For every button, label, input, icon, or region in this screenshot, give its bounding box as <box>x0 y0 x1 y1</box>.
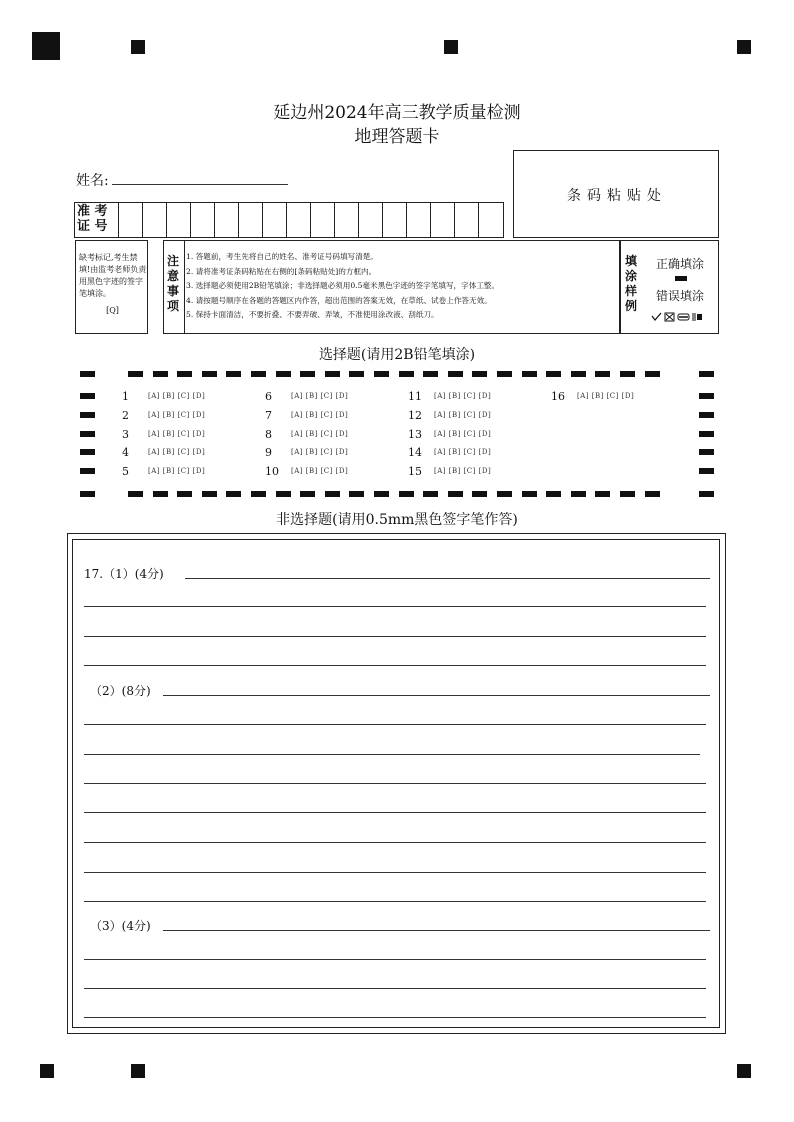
choice-question-number: 2 <box>122 409 129 422</box>
timing-dash <box>276 491 291 497</box>
row-timing-bar <box>80 431 95 437</box>
choice-options[interactable]: [A] [B] [C] [D] <box>148 392 206 400</box>
fill-example-label: 填涂样例 <box>624 254 637 313</box>
choice-question-number: 5 <box>122 465 129 478</box>
choice-question-number: 6 <box>265 390 272 403</box>
choice-options[interactable]: [A] [B] [C] [D] <box>291 467 349 475</box>
answer-line[interactable] <box>84 842 706 843</box>
timing-bar <box>699 491 714 497</box>
page-title: 延边州2024年高三教学质量检测 <box>273 103 521 123</box>
row-timing-bar <box>80 412 95 418</box>
absence-mark-bubble[interactable]: [Q] <box>106 306 119 315</box>
timing-dash <box>300 491 315 497</box>
timing-dash <box>349 491 364 497</box>
choice-question-number: 8 <box>265 428 272 441</box>
non-choice-section-title: 非选择题(请用0.5mm黑色签字笔作答) <box>276 512 518 528</box>
timing-dash <box>226 371 241 377</box>
timing-dash <box>423 371 438 377</box>
timing-dash <box>595 371 610 377</box>
timing-dash <box>399 371 414 377</box>
choice-question-number: 3 <box>122 428 129 441</box>
timing-dash <box>128 371 143 377</box>
timing-mark <box>737 1064 751 1078</box>
note-item: 4. 请按题号顺序在各题的答题区内作答，超出范围的答案无效，在草纸、试卷上作答无效。 <box>186 295 492 305</box>
timing-dash <box>645 491 660 497</box>
wrong-fill-label: 错误填涂 <box>656 289 705 303</box>
wrong-fill-samples <box>651 307 713 326</box>
exam-id-digit[interactable] <box>407 203 431 237</box>
answer-line[interactable] <box>84 812 706 813</box>
answer-line[interactable] <box>84 959 706 960</box>
exam-id-digit[interactable] <box>143 203 167 237</box>
answer-line[interactable] <box>84 754 700 755</box>
corner-mark-top-left <box>32 32 60 60</box>
name-field[interactable] <box>112 184 288 185</box>
timing-mark <box>737 40 751 54</box>
row-timing-bar <box>80 468 95 474</box>
answer-line[interactable] <box>84 636 706 637</box>
barcode-area <box>513 150 719 238</box>
timing-dash <box>202 371 217 377</box>
timing-dash <box>472 371 487 377</box>
answer-line[interactable] <box>84 901 706 902</box>
timing-dash <box>349 371 364 377</box>
choice-options[interactable]: [A] [B] [C] [D] <box>434 430 492 438</box>
timing-dash <box>300 371 315 377</box>
exam-id-digit[interactable] <box>311 203 335 237</box>
choice-question-number: 13 <box>408 428 422 441</box>
row-timing-bar <box>699 468 714 474</box>
row-timing-bar <box>80 393 95 399</box>
fill-example-box <box>620 240 719 334</box>
exam-id-digit[interactable] <box>119 203 143 237</box>
choice-options[interactable]: [A] [B] [C] [D] <box>148 430 206 438</box>
choice-question-number: 1 <box>122 390 129 403</box>
timing-dash <box>595 491 610 497</box>
answer-line[interactable] <box>163 930 710 931</box>
choice-options[interactable]: [A] [B] [C] [D] <box>434 411 492 419</box>
timing-dash <box>251 371 266 377</box>
row-timing-bar <box>699 431 714 437</box>
answer-line[interactable] <box>163 695 710 696</box>
notes-label: 注意事项 <box>166 254 179 313</box>
timing-dash <box>571 491 586 497</box>
exam-id-digit[interactable] <box>479 203 503 237</box>
exam-id-digit[interactable] <box>191 203 215 237</box>
absence-mark-box <box>75 240 148 334</box>
timing-dash <box>497 371 512 377</box>
timing-dash <box>546 491 561 497</box>
answer-line[interactable] <box>84 665 706 666</box>
exam-id-grid[interactable] <box>74 202 504 238</box>
answer-line[interactable] <box>84 606 706 607</box>
choice-question-number: 12 <box>408 409 422 422</box>
timing-mark <box>444 40 458 54</box>
timing-dash <box>153 371 168 377</box>
correct-fill-sample <box>675 276 687 281</box>
timing-dash <box>448 491 463 497</box>
answer-line[interactable] <box>84 988 706 989</box>
exam-id-digit[interactable] <box>359 203 383 237</box>
absence-mark-text: 缺考标记,考生禁填!由监考老师负责用黑色字迹的签字笔填涂。 <box>79 253 147 298</box>
note-item: 5. 保持卡面清洁，不要折叠、不要弄破、弄皱，不准使用涂改液、刮纸刀。 <box>186 310 439 319</box>
timing-mark <box>131 1064 145 1078</box>
choice-options[interactable]: [A] [B] [C] [D] <box>291 411 349 419</box>
timing-mark <box>40 1064 54 1078</box>
exam-id-digit[interactable] <box>167 203 191 237</box>
choice-question-number: 16 <box>551 390 565 403</box>
choice-options[interactable]: [A] [B] [C] [D] <box>434 448 492 456</box>
choice-options[interactable]: [A] [B] [C] [D] <box>434 467 492 475</box>
choice-section-title: 选择题(请用2B铅笔填涂) <box>318 347 476 363</box>
timing-dash <box>448 371 463 377</box>
choice-question-number: 9 <box>265 446 272 459</box>
timing-dash <box>325 491 340 497</box>
row-timing-bar <box>699 393 714 399</box>
timing-dash <box>276 371 291 377</box>
timing-bar <box>699 371 714 377</box>
timing-dash <box>497 491 512 497</box>
exam-id-digit[interactable] <box>335 203 359 237</box>
timing-dash <box>128 491 143 497</box>
choice-options[interactable]: [A] [B] [C] [D] <box>148 448 206 456</box>
barcode-label: 条码粘贴处 <box>567 188 667 204</box>
exam-id-digit[interactable] <box>455 203 479 237</box>
question-17-1-label: 17.（1）(4分) <box>84 567 164 581</box>
exam-id-digit[interactable] <box>263 203 287 237</box>
answer-line[interactable] <box>84 872 706 873</box>
page-subtitle: 地理答题卡 <box>354 127 440 147</box>
correct-fill-label: 正确填涂 <box>656 257 705 271</box>
timing-dash <box>546 371 561 377</box>
timing-dash <box>423 491 438 497</box>
timing-dash <box>522 371 537 377</box>
exam-id-digit[interactable] <box>287 203 311 237</box>
choice-options[interactable]: [A] [B] [C] [D] <box>291 430 349 438</box>
timing-dash <box>620 491 635 497</box>
choice-options[interactable]: [A] [B] [C] [D] <box>148 411 206 419</box>
choice-options[interactable]: [A] [B] [C] [D] <box>291 448 349 456</box>
exam-id-label: 准 考 证 号 <box>75 203 119 237</box>
answer-line[interactable] <box>84 783 706 784</box>
answer-line[interactable] <box>84 1017 706 1018</box>
timing-bar <box>80 491 95 497</box>
timing-dash <box>153 491 168 497</box>
choice-options[interactable]: [A] [B] [C] [D] <box>434 392 492 400</box>
question-17-2-label: （2）(8分) <box>90 684 151 698</box>
exam-id-digit[interactable] <box>383 203 407 237</box>
timing-bar <box>80 371 95 377</box>
exam-id-digit[interactable] <box>215 203 239 237</box>
choice-question-number: 14 <box>408 446 422 459</box>
timing-dash <box>251 491 266 497</box>
answer-line[interactable] <box>84 724 706 725</box>
question-17-3-label: （3）(4分) <box>90 919 151 933</box>
timing-dash <box>374 491 389 497</box>
choice-question-number: 10 <box>265 465 279 478</box>
timing-dash <box>177 371 192 377</box>
exam-id-digit[interactable] <box>431 203 455 237</box>
notes-box <box>163 240 620 334</box>
choice-options[interactable]: [A] [B] [C] [D] <box>577 392 635 400</box>
row-timing-bar <box>699 412 714 418</box>
answer-line[interactable] <box>185 578 710 579</box>
note-item: 3. 选择题必须使用2B铅笔填涂；非选择题必须用0.5毫米黑色字迹的签字笔填写，字体工整。 <box>186 281 500 290</box>
timing-dash <box>374 371 389 377</box>
timing-dash <box>202 491 217 497</box>
choice-options[interactable]: [A] [B] [C] [D] <box>148 467 206 475</box>
timing-dash <box>177 491 192 497</box>
timing-dash <box>522 491 537 497</box>
timing-dash <box>620 371 635 377</box>
timing-mark <box>131 40 145 54</box>
choice-options[interactable]: [A] [B] [C] [D] <box>291 392 349 400</box>
choice-question-number: 7 <box>265 409 272 422</box>
choice-question-number: 15 <box>408 465 422 478</box>
note-item: 2. 请将准考证条码粘贴在右侧的[条码粘贴处]的方框内。 <box>186 266 377 276</box>
note-item: 1. 答题前，考生先将自己的姓名、准考证号码填写清楚。 <box>186 252 378 261</box>
choice-question-number: 11 <box>408 390 422 403</box>
timing-dash <box>226 491 241 497</box>
choice-question-number: 4 <box>122 446 129 459</box>
timing-dash <box>645 371 660 377</box>
timing-dash <box>571 371 586 377</box>
exam-id-digit[interactable] <box>239 203 263 237</box>
timing-dash <box>325 371 340 377</box>
name-label: 姓名: <box>76 173 109 189</box>
row-timing-bar <box>699 449 714 455</box>
row-timing-bar <box>80 449 95 455</box>
timing-dash <box>399 491 414 497</box>
timing-dash <box>472 491 487 497</box>
